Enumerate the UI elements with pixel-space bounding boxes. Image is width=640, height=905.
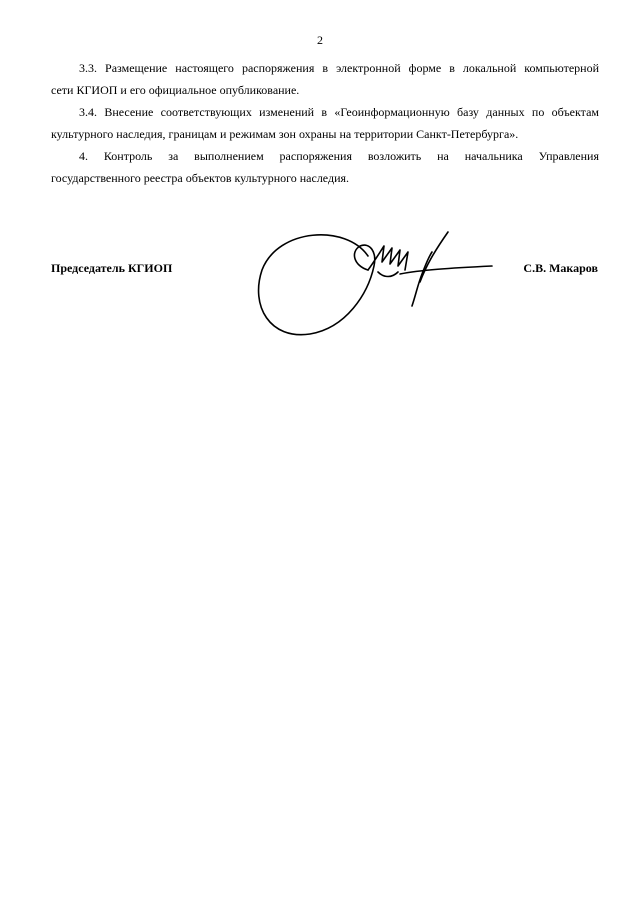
- signer-title: Председатель КГИОП: [51, 261, 173, 275]
- handwritten-signature: [250, 222, 500, 347]
- paragraph-line: сети КГИОП и его официальное опубликование.: [51, 83, 300, 97]
- signer-name: С.В. Макаров: [523, 261, 598, 275]
- document-body: [51, 57, 599, 189]
- signature-block: [0, 222, 640, 347]
- paragraph-3-4: [51, 101, 599, 145]
- paragraph-line: 3.4. Внесение соответствующих изменений в «Геоинформационную базу данных по объектам: [79, 105, 599, 119]
- paragraph-line: культурного наследия, границам и режимам зон охраны на территории Санкт-Петербурга».: [51, 127, 519, 141]
- page-number: 2: [317, 33, 323, 47]
- paragraph-3-3: [51, 57, 599, 101]
- paragraph-line: 3.3. Размещение настоящего распоряжения в электронной форме в локальной компьютерной: [79, 61, 599, 75]
- paragraph-4: [51, 145, 599, 189]
- paragraph-line: государственного реестра объектов культурного наследия.: [51, 171, 350, 185]
- paragraph-line: 4. Контроль за выполнением распоряжения возложить на начальника Управления: [79, 149, 599, 163]
